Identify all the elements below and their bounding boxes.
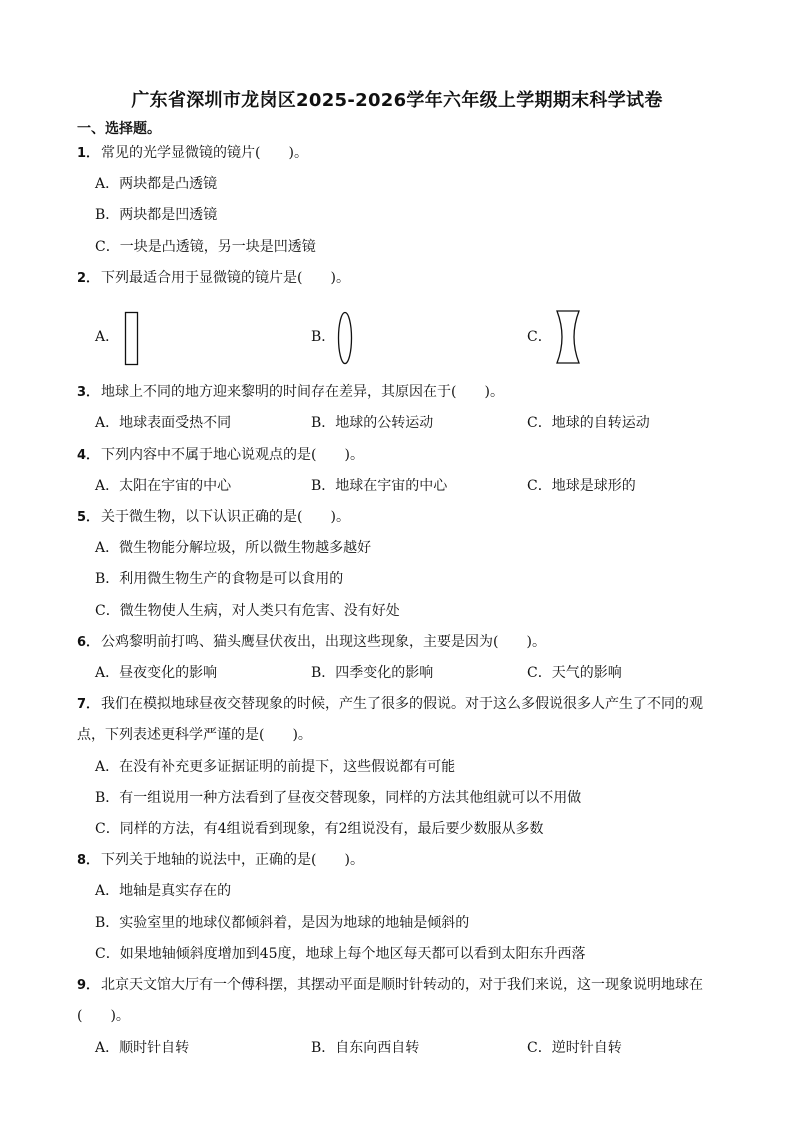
question-number: 9． bbox=[77, 978, 100, 993]
q7-option-c: C．同样的方法，有4组说看到现象，有2组说没有，最后要少数服从多数 bbox=[95, 821, 544, 837]
q3-option-b: B．地球的公转运动 bbox=[311, 415, 434, 431]
question-number: 4． bbox=[77, 448, 100, 463]
q3-option-a: A．地球表面受热不同 bbox=[95, 415, 232, 431]
q8-option-a: A．地轴是真实存在的 bbox=[95, 883, 232, 899]
q2-option-c: C． bbox=[527, 329, 552, 345]
question-stem: 常见的光学显微镜的镜片( )。 bbox=[101, 145, 308, 161]
question-6 bbox=[77, 632, 546, 653]
q2-option-b: B． bbox=[311, 329, 336, 345]
q9-option-c: C．逆时针自转 bbox=[527, 1040, 622, 1056]
question-stem: 下列最适合用于显微镜的镜片是( )。 bbox=[101, 270, 350, 286]
section-heading: 一、选择题。 bbox=[77, 121, 161, 137]
question-7 bbox=[77, 694, 703, 715]
question-3 bbox=[77, 382, 504, 403]
question-number: 8． bbox=[77, 853, 100, 868]
question-7-continued: 点，下列表述更科学严谨的是( )。 bbox=[77, 727, 312, 743]
question-9 bbox=[77, 975, 703, 996]
q6-option-c: C．天气的影响 bbox=[527, 665, 622, 681]
exam-title: 广东省深圳市龙岗区2025-2026学年六年级上学期期末科学试卷 bbox=[131, 90, 663, 111]
q8-option-c: C．如果地轴倾斜度增加到45度，地球上每个地区每天都可以看到太阳东升西落 bbox=[95, 946, 586, 962]
q5-option-b: B．利用微生物生产的食物是可以食用的 bbox=[95, 571, 344, 587]
question-stem: 关于微生物，以下认识正确的是( )。 bbox=[101, 509, 350, 525]
question-number: 5． bbox=[77, 510, 100, 525]
question-stem: 北京天文馆大厅有一个傅科摆，其摆动平面是顺时针转动的，对于我们来说，这一现象说明地球在 bbox=[101, 977, 704, 993]
q4-option-c: C．地球是球形的 bbox=[527, 478, 636, 494]
question-number: 3． bbox=[77, 385, 100, 400]
question-8 bbox=[77, 850, 364, 871]
convex-lens-icon bbox=[337, 311, 353, 365]
q6-option-a: A．昼夜变化的影响 bbox=[95, 665, 218, 681]
question-5 bbox=[77, 507, 350, 528]
question-stem: 下列关于地轴的说法中，正确的是( )。 bbox=[101, 852, 364, 868]
q7-option-a: A．在没有补充更多证据证明的前提下，这些假说都有可能 bbox=[95, 759, 456, 775]
q6-option-b: B．四季变化的影响 bbox=[311, 665, 434, 681]
q7-option-b: B．有一组说用一种方法看到了昼夜交替现象，同样的方法其他组就可以不用做 bbox=[95, 790, 582, 806]
q1-option-a: A．两块都是凸透镜 bbox=[95, 176, 218, 192]
question-stem: 下列内容中不属于地心说观点的是( )。 bbox=[101, 447, 364, 463]
question-number: 6． bbox=[77, 635, 100, 650]
q1-option-c: C．一块是凸透镜，另一块是凹透镜 bbox=[95, 239, 316, 255]
question-4 bbox=[77, 445, 364, 466]
q2-option-a: A． bbox=[95, 329, 120, 345]
q8-option-b: B．实验室里的地球仪都倾斜着，是因为地球的地轴是倾斜的 bbox=[95, 915, 470, 931]
flat-glass-icon bbox=[124, 311, 140, 367]
question-stem: 公鸡黎明前打鸣、猫头鹰昼伏夜出，出现这些现象，主要是因为( )。 bbox=[101, 634, 546, 650]
question-number: 2． bbox=[77, 271, 100, 286]
question-1 bbox=[77, 143, 308, 164]
q3-option-c: C．地球的自转运动 bbox=[527, 415, 650, 431]
question-number: 1． bbox=[77, 146, 100, 161]
q9-option-a: A．顺时针自转 bbox=[95, 1040, 190, 1056]
question-9-continued: ( )。 bbox=[77, 1008, 130, 1024]
question-stem: 地球上不同的地方迎来黎明的时间存在差异，其原因在于( )。 bbox=[101, 384, 504, 400]
question-2 bbox=[77, 268, 350, 289]
q1-option-b: B．两块都是凹透镜 bbox=[95, 207, 218, 223]
q5-option-c: C．微生物使人生病，对人类只有危害、没有好处 bbox=[95, 603, 400, 619]
q5-option-a: A．微生物能分解垃圾，所以微生物越多越好 bbox=[95, 540, 372, 556]
q9-option-b: B．自东向西自转 bbox=[311, 1040, 420, 1056]
concave-lens-icon bbox=[555, 309, 581, 365]
question-stem: 我们在模拟地球昼夜交替现象的时候，产生了很多的假说。对于这么多假说很多人产生了不同的观 bbox=[101, 696, 704, 712]
question-number: 7． bbox=[77, 697, 100, 712]
q4-option-b: B．地球在宇宙的中心 bbox=[311, 478, 448, 494]
q4-option-a: A．太阳在宇宙的中心 bbox=[95, 478, 232, 494]
